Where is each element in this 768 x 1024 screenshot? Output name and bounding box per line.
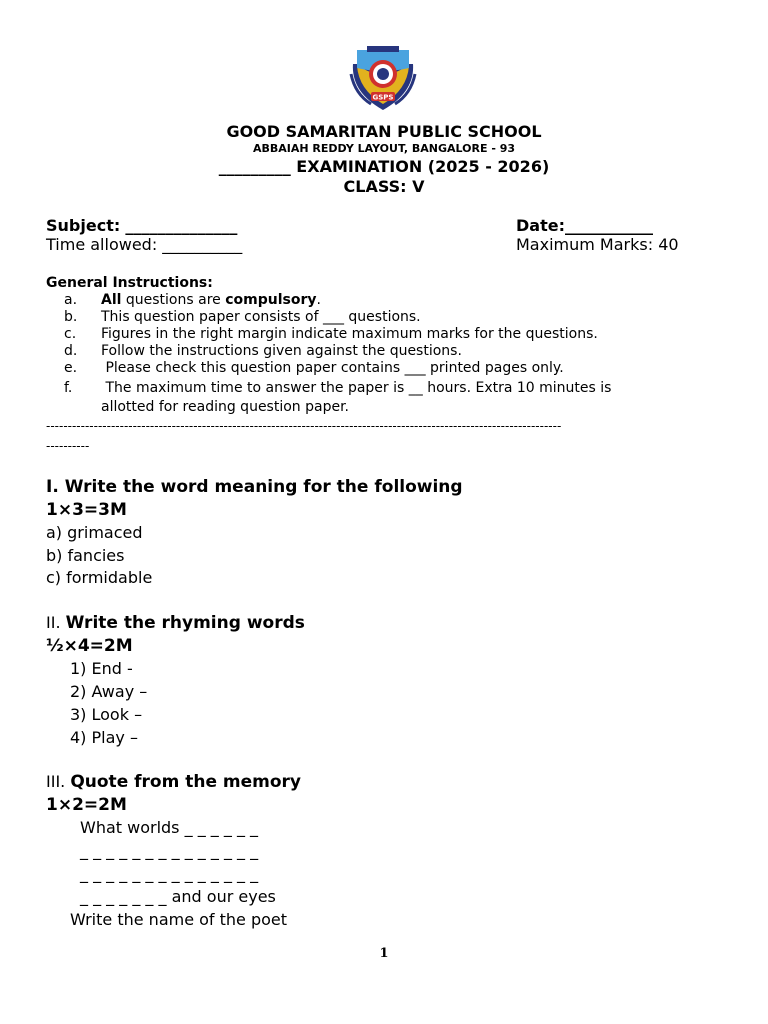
section3-numeral: III.	[46, 772, 71, 791]
instruction-text-part: .	[316, 292, 321, 308]
instruction-text-part: questions are	[121, 292, 226, 308]
subject-blank: ______________	[125, 216, 238, 235]
subject-line	[46, 216, 237, 235]
section3-heading	[46, 772, 301, 792]
section2-heading	[46, 613, 305, 633]
date-blank: ___________	[564, 216, 653, 235]
list-item: 4) Play –	[70, 728, 138, 747]
list-item: a) grimaced	[46, 523, 143, 542]
instruction-text: Please check this question paper contains ___ printed pages only.	[101, 360, 564, 376]
class-label: CLASS: V	[343, 177, 425, 196]
instruction-marker: d.	[64, 343, 78, 359]
list-item: c) formidable	[46, 568, 153, 587]
instruction-text: This question paper consists of ___ questions.	[101, 309, 421, 325]
instruction-bold: compulsory	[225, 292, 317, 308]
instruction-marker: c.	[64, 326, 77, 342]
list-item: 2) Away –	[70, 682, 148, 701]
section3-marks: 1×2=2M	[46, 795, 127, 815]
list-item: 3) Look –	[70, 705, 143, 724]
max-marks: Maximum Marks: 40	[516, 235, 679, 254]
instruction-marker: b.	[64, 309, 78, 325]
school-name: GOOD SAMARITAN PUBLIC SCHOOL	[226, 122, 542, 141]
subject-label: Subject:	[46, 216, 121, 235]
instruction-f	[0, 380, 768, 398]
instruction-marker: e.	[64, 360, 78, 376]
section1-marks: 1×3=3M	[46, 500, 127, 520]
instruction-bold: All	[101, 292, 122, 308]
instructions-title: General Instructions:	[46, 275, 213, 291]
section2-numeral: II.	[46, 613, 66, 632]
date-label: Date:	[516, 216, 565, 235]
list-item: b) fancies	[46, 546, 125, 565]
poem-line: What worlds _ _ _ _ _ _	[80, 818, 259, 837]
section2-title: Write the rhyming words	[65, 613, 305, 633]
school-logo	[347, 44, 419, 114]
logo-text: GSPS	[372, 93, 394, 102]
separator-line-continued: ----------	[46, 439, 90, 453]
instruction-marker: a.	[64, 292, 78, 308]
instruction-a	[0, 292, 768, 310]
instruction-text: Follow the instructions given against the questions.	[101, 343, 462, 359]
separator-line: -----------------------------------------------------------------------------------------------------------------------	[46, 419, 562, 433]
date-line	[516, 216, 653, 235]
poet-prompt: Write the name of the poet	[70, 910, 288, 929]
poem-line: _ _ _ _ _ _ _ _ _ _ _ _ _ _	[80, 841, 259, 860]
instruction-e	[0, 360, 768, 378]
section2-marks: ½×4=2M	[46, 636, 133, 656]
poem-line: _ _ _ _ _ _ _ _ _ _ _ _ _ _	[80, 864, 259, 883]
exam-title: _________ EXAMINATION (2025 - 2026)	[218, 157, 550, 176]
instruction-text	[101, 292, 321, 308]
poem-line: _ _ _ _ _ _ _ and our eyes	[80, 887, 276, 906]
list-item: 1) End -	[70, 659, 133, 678]
page-number: 1	[379, 946, 389, 961]
time-allowed: Time allowed: __________	[46, 235, 243, 254]
instruction-marker: f.	[64, 380, 73, 396]
section1-heading: I. Write the word meaning for the following	[46, 477, 463, 497]
school-address: ABBAIAH REDDY LAYOUT, BANGALORE - 93	[252, 142, 516, 155]
section3-title: Quote from the memory	[70, 772, 302, 792]
instruction-text: The maximum time to answer the paper is __ hours. Extra 10 minutes is	[101, 380, 612, 396]
instruction-b	[0, 309, 768, 327]
instruction-f-continued: allotted for reading question paper.	[101, 399, 350, 415]
instruction-text: Figures in the right margin indicate maximum marks for the questions.	[101, 326, 598, 342]
instruction-d	[0, 343, 768, 361]
instruction-c	[0, 326, 768, 344]
